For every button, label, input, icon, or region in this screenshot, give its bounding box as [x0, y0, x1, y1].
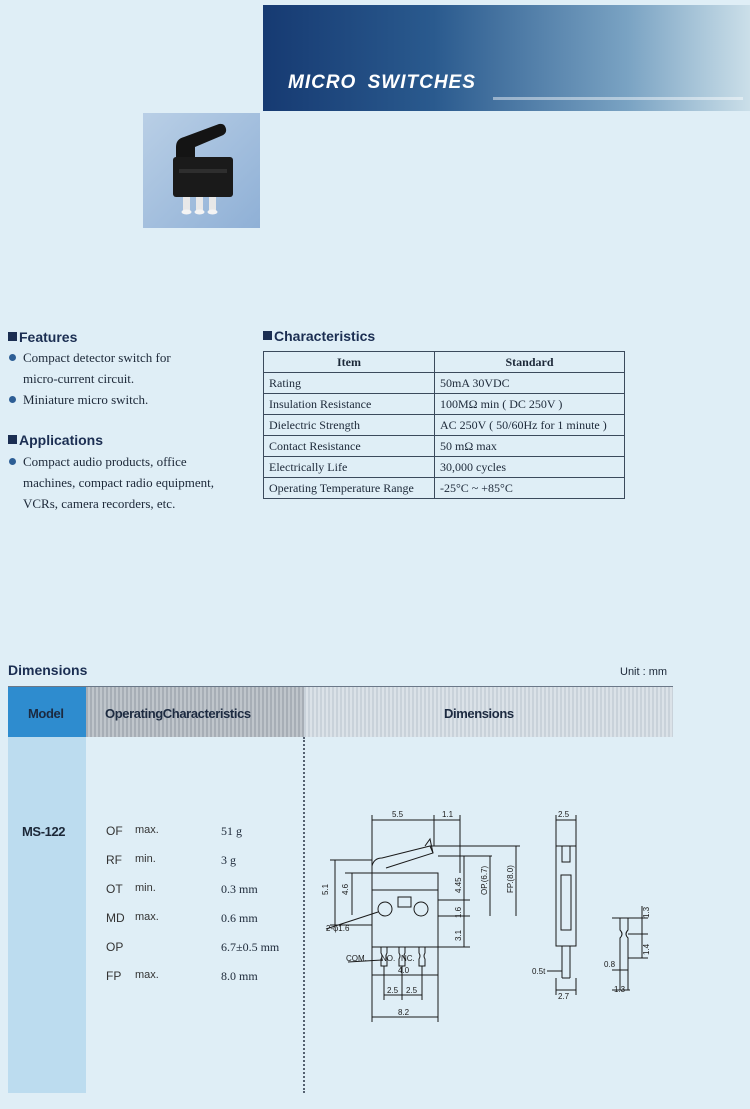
unit-label: Unit : mm — [620, 666, 668, 678]
dim-label: 5.1 — [321, 883, 330, 895]
page-title: MICRO SWITCHES — [288, 72, 476, 93]
item-cell: Insulation Resistance — [264, 394, 435, 415]
list-item: Compact detector switch for micro-current circuit. — [8, 347, 248, 389]
dim-label: 4.45 — [454, 877, 463, 893]
model-name: MS-122 — [22, 824, 66, 839]
dim-label: NC. — [401, 954, 415, 963]
dim-label: 4.0 — [398, 966, 410, 975]
item-cell: Dielectric Strength — [264, 415, 435, 436]
dim-label: 0.8 — [604, 960, 616, 969]
dimensions-header-label: Dimensions — [444, 706, 514, 721]
standard-cell: 100MΩ min ( DC 250V ) — [435, 394, 625, 415]
standard-cell: 50 mΩ max — [435, 436, 625, 457]
dim-label: 3.1 — [454, 929, 463, 941]
dim-label: 1.1 — [442, 810, 454, 819]
dim-label: 2.5 — [558, 810, 570, 819]
dimensions-heading: Dimensions — [8, 662, 88, 678]
column-header: Item — [264, 352, 435, 373]
dim-label: FP.(8.0) — [506, 865, 515, 893]
dim-label: 1.4 — [642, 943, 651, 955]
standard-cell: 50mA 30VDC — [435, 373, 625, 394]
dim-label: 2-φ1.6 — [326, 924, 350, 933]
dim-label: NO. — [381, 954, 396, 963]
operating-row-of: OF max. 51 g — [106, 824, 242, 838]
standard-cell: -25°C ~ +85°C — [435, 478, 625, 499]
dim-label: 1.6 — [454, 906, 463, 918]
dim-label: 5.5 — [392, 810, 404, 819]
list-item: Miniature micro switch. — [8, 389, 248, 410]
features-heading: Features — [8, 329, 77, 345]
characteristics-heading: Characteristics — [263, 328, 375, 344]
dim-label: 2.5 — [387, 986, 399, 995]
operating-header-label: OperatingCharacteristics — [105, 706, 251, 721]
dim-label: 2.7 — [558, 992, 570, 1001]
item-cell: Electrically Life — [264, 457, 435, 478]
item-cell: Contact Resistance — [264, 436, 435, 457]
dim-label: 0.5t — [532, 967, 546, 976]
item-cell: Operating Temperature Range — [264, 478, 435, 499]
standard-cell: AC 250V ( 50/60Hz for 1 minute ) — [435, 415, 625, 436]
dim-label: 1.3 — [614, 985, 626, 994]
column-header: Standard — [435, 352, 625, 373]
dim-label: 4.6 — [341, 883, 350, 895]
list-item: Compact audio products, office machines, compact radio equipment, VCRs, camera recorders, etc. — [8, 451, 258, 514]
item-cell: Rating — [264, 373, 435, 394]
operating-row-fp: FP max. 8.0 mm — [106, 969, 258, 983]
standard-cell: 30,000 cycles — [435, 457, 625, 478]
operating-row-op: OP 6.7±0.5 mm — [106, 940, 280, 954]
operating-row-rf: RF min. 3 g — [106, 853, 236, 867]
operating-row-ot: OT min. 0.3 mm — [106, 882, 258, 896]
model-header-label: Model — [28, 706, 64, 721]
dim-label: OP.(6.7) — [480, 865, 489, 895]
dim-label: 1.3 — [642, 906, 651, 918]
operating-row-md: MD max. 0.6 mm — [106, 911, 258, 925]
dim-label: 2.5 — [406, 986, 418, 995]
applications-heading: Applications — [8, 432, 103, 448]
dim-label: 8.2 — [398, 1008, 410, 1017]
dim-label: COM. — [346, 954, 367, 963]
